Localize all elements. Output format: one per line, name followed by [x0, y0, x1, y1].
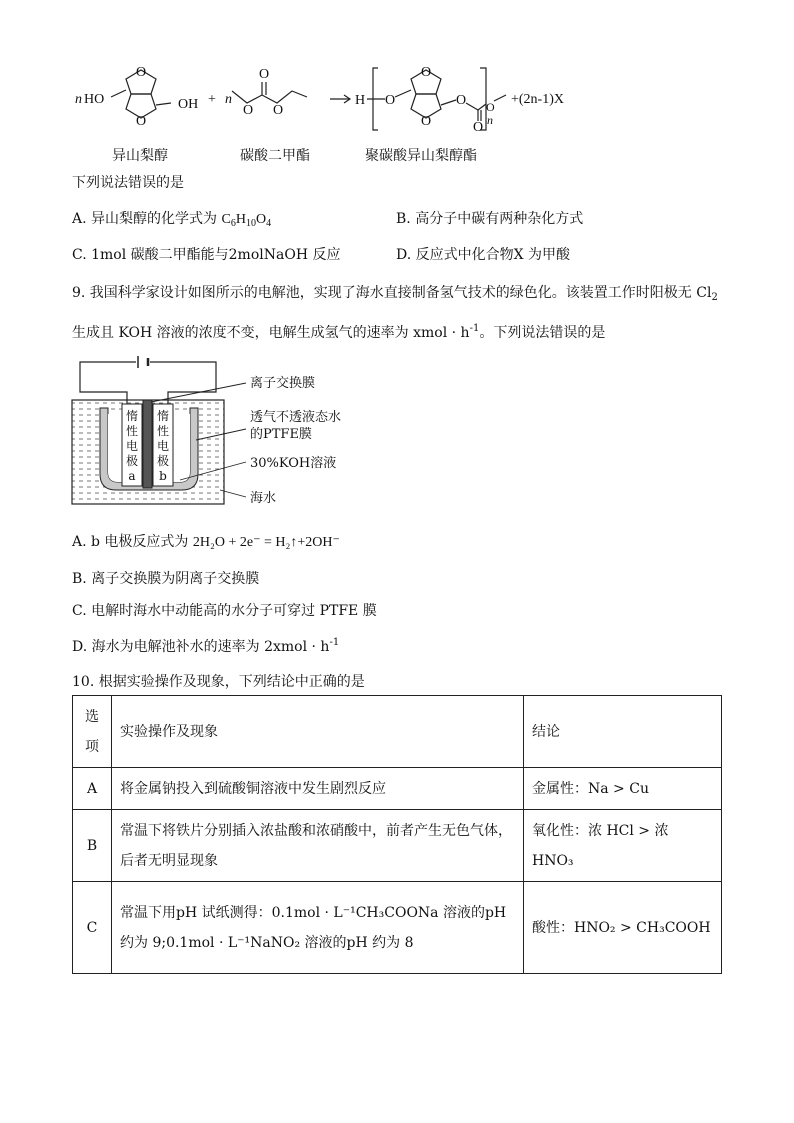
table-row: B 常温下将铁片分别插入浓盐酸和浓硝酸中，前者产生无色气体，后者无明显现象 氧化性：浓 HCl > 浓 HNO₃	[73, 810, 722, 882]
q8-option-a-formula: $C_6H_{10}O_4$	[221, 212, 272, 229]
q8-stem: 下列说法错误的是	[72, 175, 184, 191]
svg-text:b: b	[159, 469, 167, 483]
ring-o-2: O	[136, 114, 147, 129]
label-seawater: 海水	[250, 491, 277, 506]
q8-option-a	[72, 208, 271, 229]
label-ptfe-2: 的PTFE膜	[250, 427, 312, 442]
q10-stem: 10. 根据实验操作及现象，下列结论中正确的是	[72, 674, 365, 690]
q9-option-d: D. 海水为电解池补水的速率为 2xmol · $h^{-1}$	[72, 637, 340, 655]
dmc-o-carbonyl: O	[259, 67, 270, 82]
ring-o-1: O	[136, 65, 147, 80]
dmc-o-left: O	[243, 103, 254, 118]
q9-option-c: C. 电解时海水中动能高的水分子可穿过 PTFE 膜	[72, 603, 377, 619]
chain-o: O	[385, 93, 396, 108]
coef-n1: n	[75, 92, 82, 107]
table-row: C 常温下用pH 试纸测得：0.1mol · L⁻¹CH₃COONa 溶液的pH 约为 9;0.1mol · L⁻¹NaNO₂ 溶液的pH 约为 8 酸性：HNO₂ > CH₃COOH	[73, 882, 722, 974]
svg-text:性: 性	[125, 424, 139, 438]
plus-sign: +	[208, 92, 216, 107]
header-conclusion: 结论	[524, 696, 722, 768]
group-oh: OH	[178, 97, 199, 112]
svg-text:极: 极	[156, 454, 170, 468]
ring-o-3: O	[421, 65, 432, 80]
group-ho: HO	[84, 92, 105, 107]
ion-exchange-membrane	[143, 400, 152, 488]
label-dmc: 碳酸二甲酯	[240, 148, 310, 164]
electrolysis-diagram	[70, 352, 370, 507]
dmc-o-right: O	[273, 103, 284, 118]
svg-text:电: 电	[125, 439, 139, 453]
q8-option-a-text: A. 异山梨醇的化学式为	[72, 211, 222, 227]
repeat-n: n	[487, 113, 493, 127]
header-operation: 实验操作及现象	[112, 696, 524, 768]
dmc-skeleton	[232, 91, 307, 103]
polymer-o-a: O	[456, 93, 467, 108]
label-isosorbide: 异山梨醇	[112, 148, 168, 164]
q9-option-b: B. 离子交换膜为阴离子交换膜	[72, 571, 260, 587]
power-circuit	[80, 356, 216, 404]
polymer-o-carbonyl: O	[473, 120, 484, 135]
ring-o-4: O	[421, 114, 432, 129]
q8-option-c: C. 1mol 碳酸二甲酯能与2molNaOH 反应	[72, 247, 341, 263]
byproduct: +(2n-1)X	[511, 92, 564, 107]
q9-stem-line2: 生成且 KOH 溶液的浓度不变，电解生成氢气的速率为 xmol · $h^{-1}$。下列说法错误的是	[72, 323, 606, 341]
q9-stem-line1: 9. 我国科学家设计如图所示的电解池，实现了海水直接制备氢气技术的绿色化。该装置工作时阳极无 $Cl_2$	[72, 285, 718, 303]
svg-text:a: a	[128, 469, 136, 483]
label-koh: 30%KOH溶液	[250, 456, 337, 471]
header-option: 选项	[73, 696, 112, 768]
label-polymer: 聚碳酸异山梨醇酯	[365, 148, 477, 164]
svg-text:电: 电	[156, 439, 170, 453]
svg-text:性: 性	[156, 424, 170, 438]
end-h: H	[355, 93, 366, 108]
q8-option-d: D. 反应式中化合物X 为甲酸	[396, 247, 571, 263]
svg-text:惰: 惰	[156, 409, 170, 423]
label-ion-membrane: 离子交换膜	[250, 376, 316, 391]
polymer-o-c: O	[486, 100, 495, 114]
svg-text:惰: 惰	[125, 409, 139, 423]
table-row: A 将金属钠投入到硫酸铜溶液中发生剧烈反应 金属性：Na > Cu	[73, 768, 722, 810]
label-ptfe-1: 透气不透液态水	[250, 410, 342, 425]
q9-option-a: A. b 电极反应式为 2H₂O + 2e⁻ = H₂↑+2OH⁻	[72, 534, 340, 550]
svg-text:极: 极	[125, 454, 139, 468]
q8-option-b: B. 高分子中碳有两种杂化方式	[396, 211, 584, 227]
coef-n2: n	[225, 92, 232, 107]
table-header-row	[73, 696, 722, 768]
q10-table	[72, 695, 722, 974]
